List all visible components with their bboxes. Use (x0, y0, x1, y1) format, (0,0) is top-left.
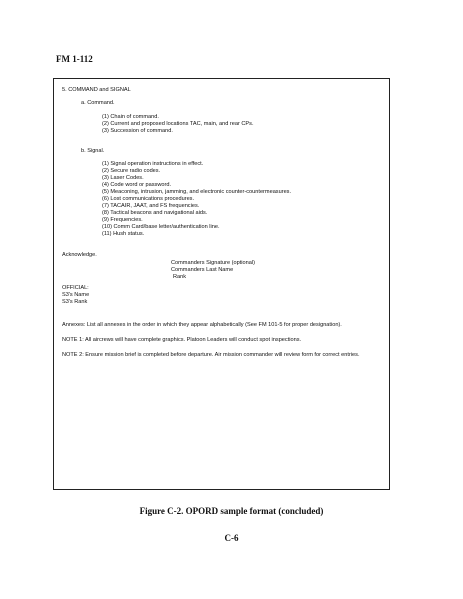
manual-id: FM 1-112 (56, 54, 93, 64)
list-item: (10) Comm Card/base letter/authentication line. (102, 224, 220, 230)
list-item: (2) Secure radio codes. (102, 168, 161, 174)
list-item: (1) Signal operation instructions in effect. (102, 161, 204, 167)
list-item: (11) Hush status. (102, 231, 145, 237)
list-item: (5) Meaconing, intrusion, jamming, and electronic counter-countermeasures. (102, 189, 292, 195)
list-item: (4) Code word or password. (102, 182, 172, 188)
official-label: OFFICIAL: (62, 285, 89, 291)
s3-name: S3's Name (62, 292, 90, 298)
signature-line-1: Commanders Signature (optional) (171, 260, 255, 266)
list-item: (3) Laser Codes. (102, 175, 144, 181)
list-item: (2) Current and proposed locations TAC, main, and rear CPs. (102, 121, 254, 127)
note-2: NOTE 2: Ensure mission brief is completed before departure. Air mission commander will review form for correct entries. (62, 352, 360, 358)
command-title: a. Command. (81, 100, 115, 106)
list-item: (1) Chain of command. (102, 114, 159, 120)
signature-line-2: Commanders Last Name (171, 267, 234, 273)
page-number: C-6 (224, 533, 239, 543)
s3-rank: S3's Rank (62, 299, 88, 305)
list-item: (8) Tactical beacons and navigational aids. (102, 210, 208, 216)
annexes-note: Annexes: List all annexes in the order in which they appear alphabetically (See FM 101-5 for proper designation). (62, 322, 342, 328)
list-item: (9) Frequencies. (102, 217, 143, 223)
list-item: (3) Succession of command. (102, 128, 173, 134)
figure-caption: Figure C-2. OPORD sample format (concluded) (139, 506, 324, 516)
section-title: 5. COMMAND and SIGNAL (62, 87, 131, 93)
note-1: NOTE 1: All aircrews will have complete graphics. Platoon Leaders will conduct spot inspections. (62, 337, 302, 343)
signature-line-3: Rank (173, 274, 187, 280)
list-item: (7) TACAIR, JAAT, and FS frequencies. (102, 203, 200, 209)
list-item: (6) Lost communications procedures. (102, 196, 195, 202)
signal-list (102, 161, 291, 238)
opord-form-frame (53, 78, 390, 490)
command-list (102, 114, 254, 135)
acknowledge-label: Acknowledge. (62, 252, 97, 258)
signal-title: b. Signal. (81, 148, 105, 154)
